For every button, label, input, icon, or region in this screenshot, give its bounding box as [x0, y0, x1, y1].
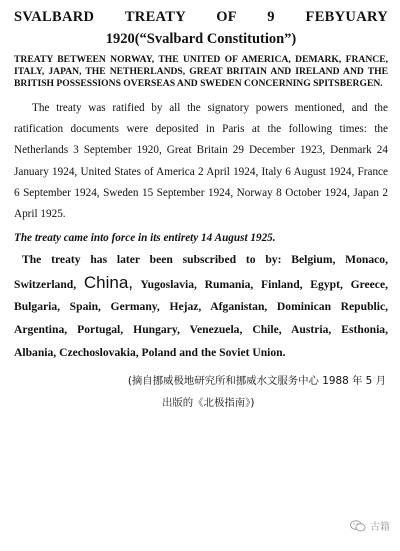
- subscribed-paragraph: [14, 249, 388, 364]
- wechat-icon: [350, 520, 366, 532]
- source-line-2: 出版的《北极指南》): [162, 397, 255, 410]
- subscribed-intro: The treaty has later been subscribed to by: Belgium, Monaco, Switzerland,: [14, 253, 388, 291]
- watermark-text: 古籍: [370, 522, 390, 533]
- source-note: [14, 370, 388, 414]
- in-force-statement: The treaty came into force in its entirety 14 August 1925.: [14, 232, 276, 245]
- ratification-text: The treaty was ratified by all the signatory powers mentioned, and the ratification documents were deposited in Paris at the following times: the Netherlands 3 September 1920, Great Britain 29 December 1923, Denmark 24 January 1924, United States of America 2 April 1924, Italy 6 August 1924, France 6 September 1924, Sweden 15 September 1924, Norway 8 October 1924, Japan 2 April 1925.: [14, 102, 388, 221]
- title-line-1: SVALBARD TREATY OF 9 FEBYUARY: [14, 9, 388, 25]
- subscribed-rest: Yugoslavia, Rumania, Finland, Egypt, Greece, Bulgaria, Spain, Germany, Hejaz, Afganistan, Dominican Republic, Argentina, Portugal, Hungary, Venezuela, Chile, Austria, Esthonia, Albania, Czechoslovakia, Poland and the Soviet Union.: [14, 277, 388, 359]
- title-line-2: 1920(“Svalbard Constitution”): [105, 31, 297, 47]
- watermark: [350, 518, 390, 533]
- subscribed-china: China,: [83, 272, 134, 292]
- treaty-subtitle: TREATY BETWEEN NORWAY, THE UNITED OF AMERICA, DEMARK, FRANCE, ITALY, JAPAN, THE NETHERLANDS, GREAT BRITAIN AND IRELAND AND THE BRITISH POSSESSIONS OVERSEAS AND SWEDEN CONCERNING SPITSBERGEN.: [14, 54, 388, 89]
- document-page: [14, 8, 388, 414]
- ratification-paragraph: [14, 98, 388, 225]
- source-line-1: (摘自挪威极地研究所和挪威水文服务中心 1988 年 5 月: [127, 375, 386, 388]
